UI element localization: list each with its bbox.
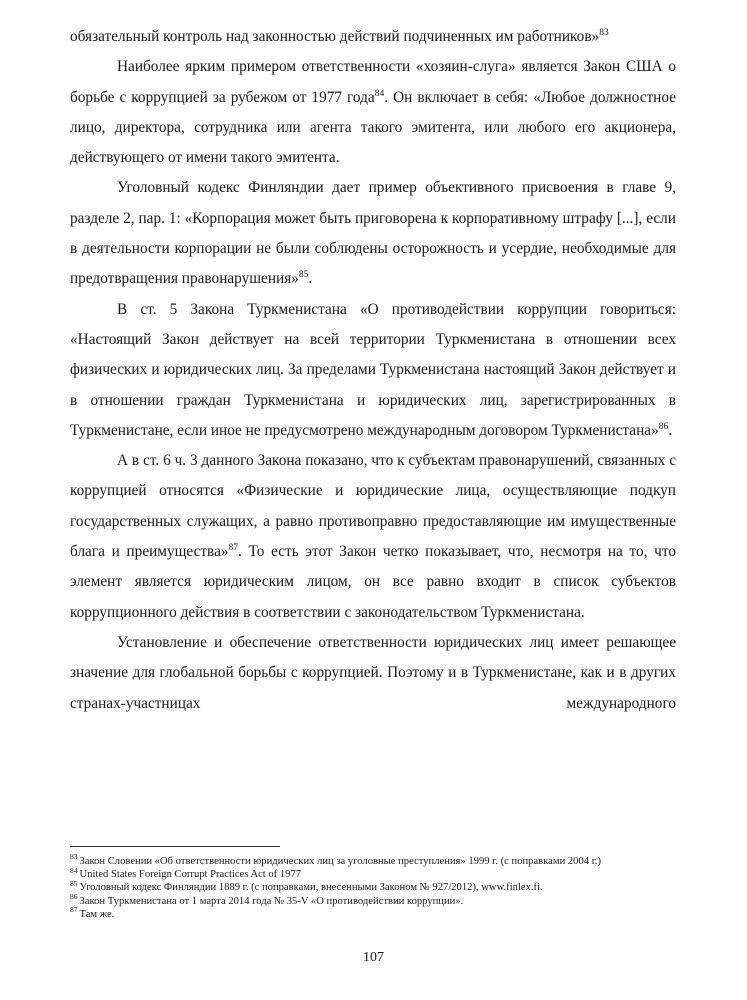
paragraph-text: Наиболее ярким примером ответственности «хозяин-слуга» является Закон США о борьбе с коррупцией за рубежом от 1977 года xyxy=(70,58,676,106)
paragraph-5 xyxy=(70,446,676,628)
footnote-87 xyxy=(70,905,676,921)
footnote-text: Уголовный кодекс Финляндии 1889 г. (с поправками, внесенными Законом № 927/2012), www.finlex.fi. xyxy=(79,882,543,894)
paragraph-text: В ст. 5 Закона Туркменистана «О противодействии коррупции говориться: «Настоящий Закон действует на всей территории Туркменистана в отношении всех физических и юридических лиц. За пределами Туркменистана настоящий Закон действует и в отношении граждан Туркменистана и юридических лиц, зарегистрированных в Туркменистане, если иное не предусмотрено международным договором Туркменистана» xyxy=(70,300,676,439)
footnote-number: 84 xyxy=(70,865,78,875)
paragraph-text-continued: . xyxy=(308,270,313,288)
footnote-text: Закон Туркменистана от 1 марта 2014 года № 35-V «О противодействии коррупции». xyxy=(79,895,464,907)
footnote-ref-87: 87 xyxy=(228,542,239,553)
footnote-number: 87 xyxy=(70,905,78,915)
paragraph-text: Уголовный кодекс Финляндии дает пример объективного присвоения в главе 9, разделе 2, пар. 1: «Корпорация может быть приговорена к корпоративному штрафу [...], если в деятельности корпорации не были соблюдены осторожность и усердие, необходимые для предотвращения правонарушения» xyxy=(70,179,676,288)
footnote-ref-83: 83 xyxy=(599,27,609,38)
footnote-number: 85 xyxy=(70,878,78,888)
footnote-text: Там же. xyxy=(79,908,115,920)
footnote-85 xyxy=(70,878,676,894)
footnotes xyxy=(70,846,676,921)
footnote-number: 83 xyxy=(70,852,78,862)
footnote-83 xyxy=(70,852,676,868)
footnote-ref-85: 85 xyxy=(298,270,309,281)
paragraph-6 xyxy=(70,628,676,719)
footnote-ref-84: 84 xyxy=(374,88,385,99)
footnote-84 xyxy=(70,865,676,881)
paragraph-4 xyxy=(70,295,676,446)
paragraph-1 xyxy=(70,22,676,52)
paragraph-text-continued: . Он включает в себя: «Любое должностное лицо, директора, сотрудника или агента такого эмитента, или любого его акционера, действующего от имени такого эмитента. xyxy=(70,88,676,167)
footnote-number: 86 xyxy=(70,892,78,902)
footnote-86 xyxy=(70,892,676,908)
footnote-ref-86: 86 xyxy=(658,421,669,432)
page-number: 107 xyxy=(363,950,384,965)
paragraph-3 xyxy=(70,173,676,294)
paragraph-text: А в ст. 6 ч. 3 данного Закона показано, что к субъектам правонарушений, связанных с коррупцией относятся «Физические и юридические лица, осуществляющие подкуп государственных служащих, а равно противоправно предоставляющие им имущественные блага и преимущества» xyxy=(70,452,676,561)
paragraph-text-continued: . То есть этот Закон четко показывает, что, несмотря на то, что элемент является юридическим лицом, он все равно входит в список субъектов коррупционного действия в соответствии с законодательством Туркменистана. xyxy=(70,543,676,621)
paragraph-text: обязательный контроль над законностью действий подчиненных им работников» xyxy=(70,28,600,45)
footnote-divider xyxy=(70,846,280,847)
footnote-text: Закон Словении «Об ответственности юридических лиц за уголовные преступления» 1999 г. (с поправками 2004 г.) xyxy=(79,856,602,867)
paragraph-2 xyxy=(70,52,676,173)
paragraph-text-continued: . xyxy=(668,421,673,439)
body-text xyxy=(70,22,676,719)
paragraph-text: Установление и обеспечение ответственности юридических лиц имеет решающее значение для глобальной борьбы с коррупцией. Поэтому и в Туркменистане, как и в других странах-участницах международного xyxy=(70,633,676,712)
footnote-text: United States Foreign Corrupt Practices Act of 1977 xyxy=(79,869,302,881)
